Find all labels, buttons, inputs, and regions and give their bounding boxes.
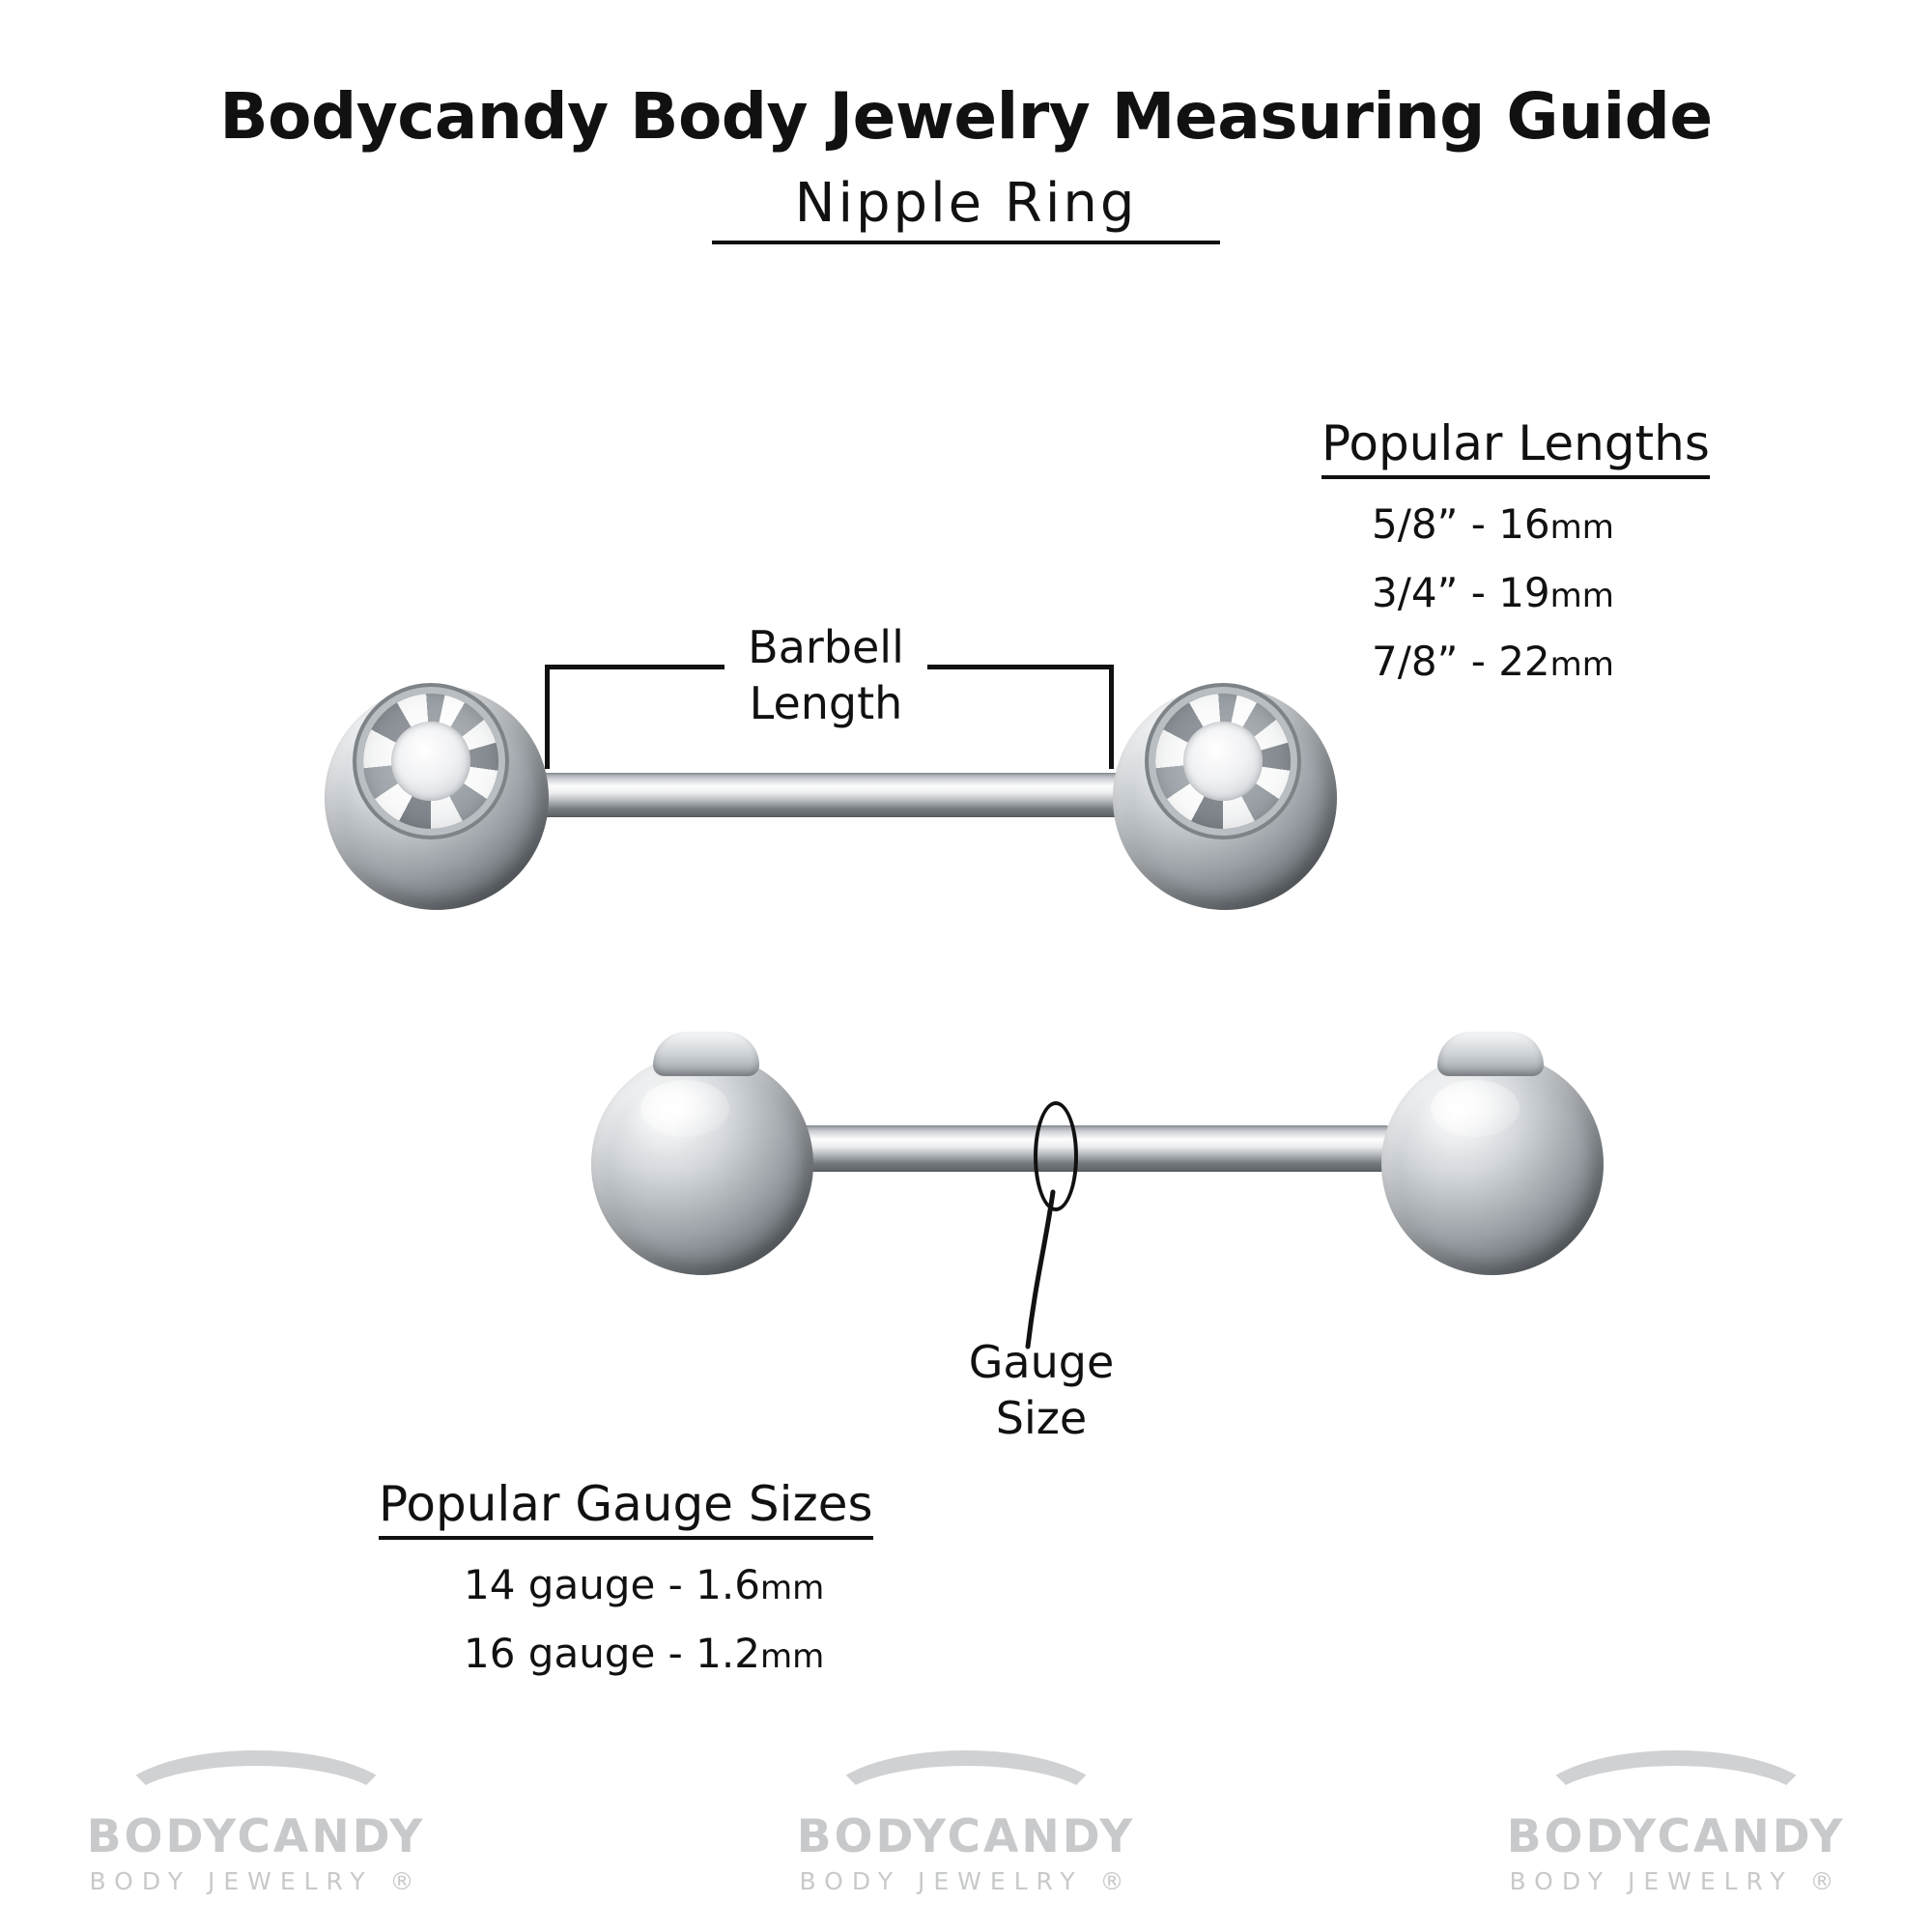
popular-gauge-value: 14 gauge - 1.6 [464,1561,760,1608]
gem-table [1183,722,1262,800]
bracket-tick-left [545,665,550,769]
barbell-ball-right-angled [1381,1053,1604,1275]
popular-length-unit: mm [1549,508,1614,547]
gauge-size-callout-line1: Gauge [968,1336,1115,1388]
popular-gauge-unit: mm [759,1569,825,1607]
barbell-shaft [522,773,1140,817]
page-subtitle-wrapper [0,172,1932,244]
brand-tagline: BODY JEWELRY ® [1509,1867,1843,1895]
popular-gauges-section [379,1476,873,1677]
popular-gauges-heading: Popular Gauge Sizes [379,1476,873,1540]
bracket-rule-left [545,665,724,669]
popular-length-unit: mm [1549,645,1614,684]
popular-length-unit: mm [1549,577,1614,615]
gauge-size-callout [935,1335,1148,1446]
swoosh-icon [821,1750,1111,1806]
footer-logo [1468,1750,1884,1895]
popular-length-item [1321,500,1710,548]
popular-length-item [1321,638,1710,685]
popular-gauge-item [379,1561,873,1608]
page-title: Bodycandy Body Jewelry Measuring Guide [219,79,1713,154]
barbell-shaft-angled [773,1125,1391,1172]
popular-gauge-value: 16 gauge - 1.2 [464,1630,760,1677]
barbell-length-callout [720,620,932,731]
popular-lengths-heading: Popular Lengths [1321,415,1710,479]
barbell-length-callout-line2: Length [749,676,903,729]
brand-name: BODYCANDY [86,1810,426,1863]
popular-length-value: 3/4” - 19 [1372,569,1550,616]
popular-lengths-section [1321,415,1710,685]
gauge-size-callout-line2: Size [995,1391,1088,1444]
gem-left [363,694,498,829]
gauge-leader-line [985,1188,1121,1352]
ball-highlight [640,1080,729,1138]
swoosh-icon [1531,1750,1821,1806]
swoosh-icon [111,1750,401,1806]
ball-highlight [1431,1080,1520,1138]
popular-length-item [1321,569,1710,616]
brand-tagline: BODY JEWELRY ® [89,1867,423,1895]
bracket-tick-right [1109,665,1114,769]
gem-right [1155,694,1291,829]
barbell-ball-left-angled [591,1053,813,1275]
brand-tagline: BODY JEWELRY ® [799,1867,1133,1895]
footer-logo [48,1750,464,1895]
popular-length-value: 7/8” - 22 [1372,638,1550,685]
brand-name: BODYCANDY [796,1810,1136,1863]
barbell-length-callout-line1: Barbell [748,621,904,673]
popular-length-value: 5/8” - 16 [1372,500,1550,548]
footer-logo [758,1750,1174,1895]
popular-gauge-item [379,1630,873,1677]
gem-table [391,722,469,800]
brand-name: BODYCANDY [1506,1810,1846,1863]
page-subtitle: Nipple Ring [712,172,1221,244]
gem-left-sliver [653,1032,759,1076]
bracket-rule-right [927,665,1113,669]
gem-right-sliver [1437,1032,1544,1076]
popular-gauge-unit: mm [759,1637,825,1676]
